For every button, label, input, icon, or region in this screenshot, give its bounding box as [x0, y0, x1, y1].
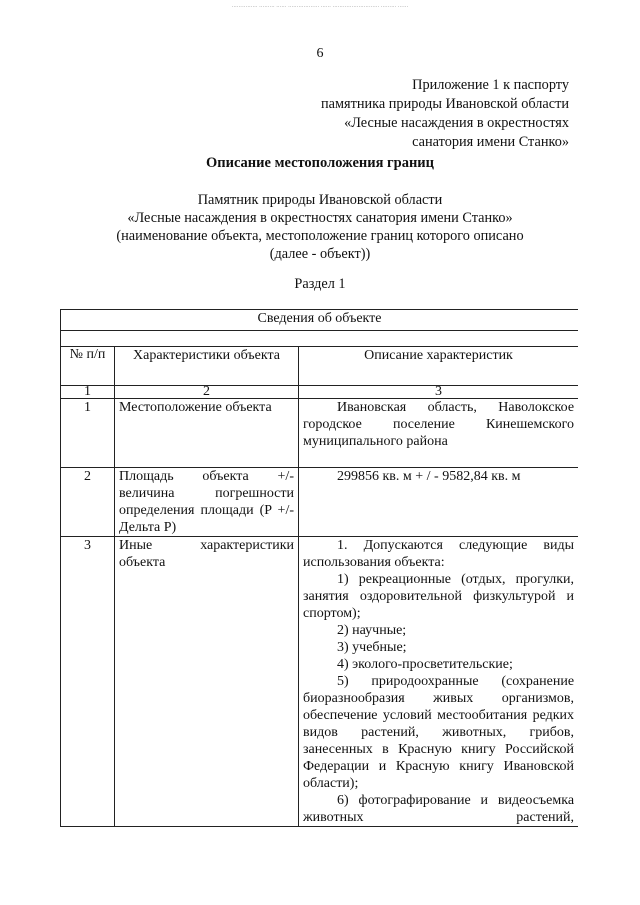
page-number: 6 [316, 46, 324, 61]
description-line: 5) природоохранные (сохранение биоразнообразия живых организмов, обеспечение условий местообитания редких видов растений, животных, грибов, занесенных в Красную книгу Российской Федерации и Красную книгу Ивановской области); [303, 674, 575, 791]
object-line: (далее - объект)) [269, 246, 371, 262]
table-row [61, 468, 579, 537]
row-characteristic: Местоположение объекта [115, 399, 299, 468]
description-line: 4) эколого-просветительские; [337, 657, 513, 672]
row-description: Ивановская область, Наволокское городское поселение Кинешемского муниципального района [299, 399, 579, 468]
section-label: Раздел 1 [294, 276, 346, 292]
row-characteristic: Иные характеристики объекта [115, 537, 299, 827]
header-characteristics: Характеристики объекта [115, 347, 299, 386]
table-caption: Сведения об объекте [61, 310, 579, 331]
column-number-3: 3 [299, 386, 579, 399]
row-characteristic: Площадь объекта +/- величина погрешности определения площади (P +/- Дельта P) [115, 468, 299, 537]
table-spacer-row [61, 331, 579, 347]
description-line: 2) научные; [337, 623, 407, 638]
description-line: 1) рекреационные (отдых, прогулки, занятия оздоровительной физкультурой и спортом); [303, 572, 575, 621]
object-line: (наименование объекта, местоположение границ которого описано [116, 228, 524, 244]
appendix-reference [321, 76, 569, 152]
table-row [61, 399, 579, 468]
object-info-table-wrapper [60, 309, 578, 885]
row-description: 299856 кв. м + / - 9582,84 кв. м [299, 468, 579, 537]
row-number: 3 [61, 537, 115, 827]
appendix-line: «Лесные насаждения в окрестностях [344, 115, 569, 131]
appendix-line: памятника природы Ивановской области [320, 96, 569, 112]
header-description: Описание характеристик [299, 347, 579, 386]
scan-header-noise: …………… ……… …… ……………… …… ……………………… ……… …… [231, 4, 409, 9]
appendix-line: Приложение 1 к паспорту [412, 77, 569, 93]
row-description [299, 537, 579, 827]
appendix-line: санатория имени Станко» [412, 134, 569, 150]
object-info-table [60, 309, 578, 827]
object-name-block [60, 191, 580, 263]
row-number: 1 [61, 399, 115, 468]
description-line: 6) фотографирование и видеосъемка животных растений, [303, 793, 575, 825]
document-title: Описание местоположения границ [205, 155, 435, 171]
description-line: 3) учебные; [337, 640, 407, 655]
column-number-2: 2 [115, 386, 299, 399]
object-line: «Лесные насаждения в окрестностях санатория имени Станко» [127, 210, 513, 226]
object-line: Памятник природы Ивановской области [197, 192, 443, 208]
column-number-1: 1 [61, 386, 115, 399]
description-line: 1. Допускаются следующие виды использования объекта: [303, 538, 575, 570]
header-number: № п/п [61, 347, 115, 386]
row-number: 2 [61, 468, 115, 537]
table-row [61, 537, 579, 827]
